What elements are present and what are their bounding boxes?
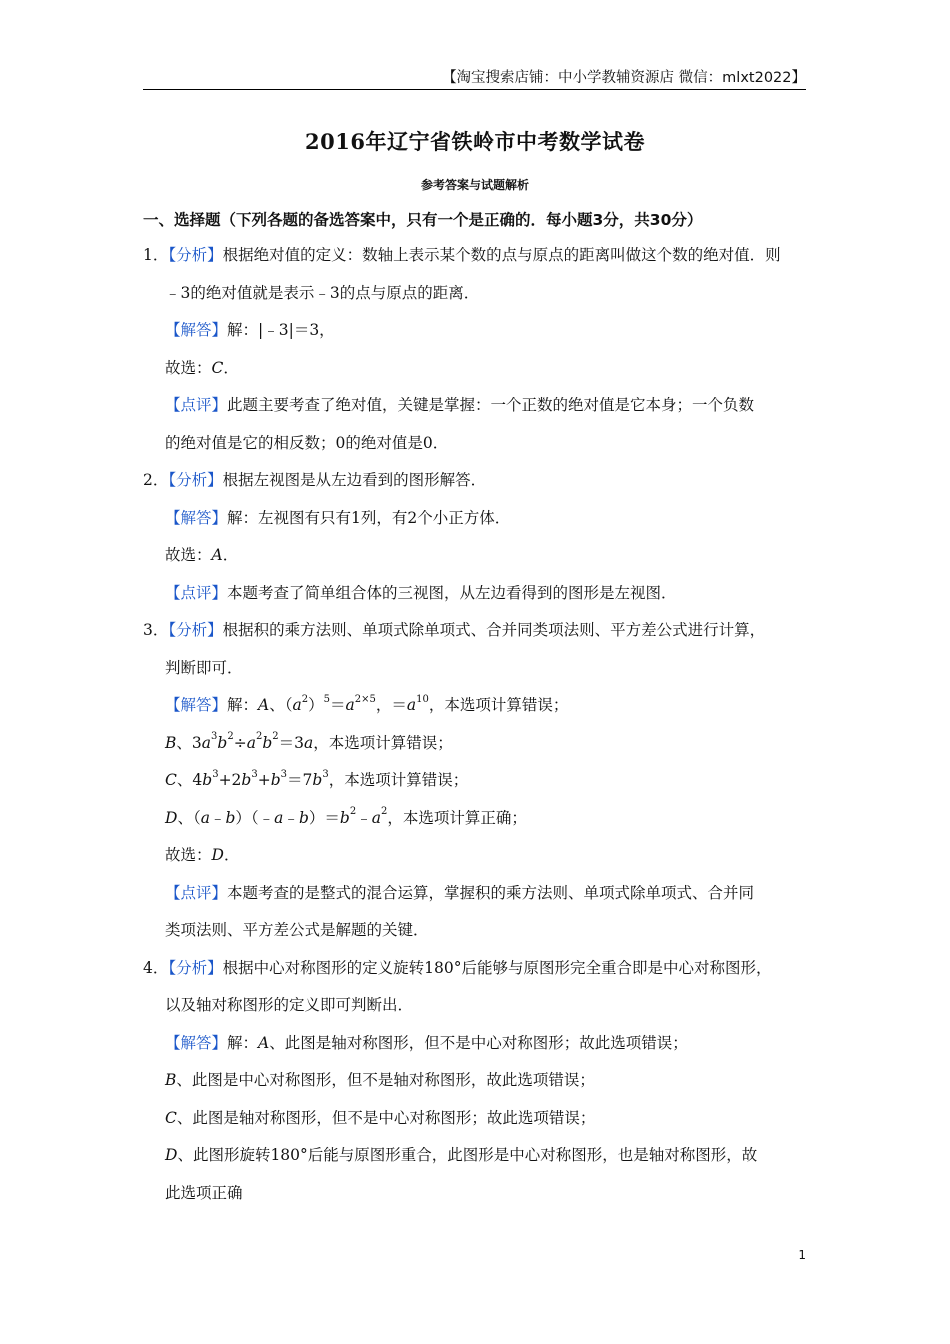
q3-formula-c: C、$4b^3+2b^3+b^3=7b^3$ — [165, 768, 329, 789]
q1-choice — [143, 350, 806, 388]
choice-prefix: 故选： — [165, 546, 212, 564]
option-letter-c: C — [165, 1108, 177, 1127]
question-number: 1． — [143, 246, 169, 264]
q2-comment — [143, 575, 806, 613]
q4-solution-d-line-2: 此选项正确 — [165, 1183, 243, 1202]
comment-tag: 【点评】 — [165, 396, 228, 414]
q3-solution-a — [143, 687, 806, 725]
analysis-tag: 【分析】 — [168, 471, 223, 489]
option-letter-b: B — [165, 1071, 177, 1089]
q3-analysis-text: 根据积的乘方法则、单项式除单项式、合并同类项法则、平方差公式进行计算， — [222, 621, 766, 639]
question-number: 4． — [143, 958, 169, 977]
answer-content — [143, 237, 806, 1212]
q3-analysis-line-2: 判断即可． — [165, 658, 243, 677]
choice-suffix: ． — [223, 846, 240, 864]
q1-analysis-line — [143, 237, 806, 275]
q3-solution-b — [143, 725, 806, 763]
q2-solution-text: 解：左视图有只有1列，有2个小正方体． — [227, 508, 511, 527]
q4-sol-a-prefix: 解：A — [227, 1033, 270, 1052]
q1-analysis-line-2: ﹣3的绝对值就是表示﹣3的点与原点的距离． — [165, 283, 480, 302]
solution-tag: 【解答】 — [165, 508, 228, 527]
comment-tag: 【点评】 — [165, 583, 228, 602]
q3-comment-line-2: 类项法则、平方差公式是解题的关键． — [165, 921, 429, 939]
q1-comment-line-2: 的绝对值是它的相反数；0的绝对值是0． — [165, 433, 449, 452]
choice-prefix: 故选： — [165, 846, 212, 864]
q4-solution-b — [143, 1062, 806, 1100]
question-number: 3． — [143, 621, 169, 639]
question-number: 2． — [143, 471, 169, 489]
q2-analysis-line — [143, 462, 806, 500]
q3-sol-c-tail: ，本选项计算错误； — [328, 771, 469, 789]
q3-solution-d — [143, 800, 806, 838]
q2-solution — [143, 500, 806, 538]
document-subtitle: 参考答案与试题解析 — [420, 178, 529, 192]
choice-letter: D — [211, 846, 224, 864]
q2-choice — [143, 537, 806, 575]
q4-analysis-line — [143, 950, 806, 988]
choice-suffix: ． — [222, 546, 239, 564]
q4-solution-d — [143, 1137, 806, 1175]
q2-analysis-text: 根据左视图是从左边看到的图形解答． — [222, 471, 487, 489]
q4-solution-c — [143, 1100, 806, 1138]
q3-comment — [143, 875, 806, 913]
page-header: 【淘宝搜索店铺：中小学教辅资源店 微信：mlxt2022】 — [442, 70, 806, 86]
q3-formula-d: D、$(a﹣b)(﹣a﹣b)=b^2﹣a^2$ — [165, 806, 388, 827]
q1-analysis-text: 根据绝对值的定义：数轴上表示某个数的点与原点的距离叫做这个数的绝对值．则 — [222, 246, 781, 264]
q3-sol-a-tail: ，本选项计算错误； — [428, 696, 569, 714]
q3-comment-text: 本题考查的是整式的混合运算，掌握积的乘方法则、单项式除单项式、合并同 — [227, 883, 755, 902]
choice-prefix: 故选： — [165, 358, 212, 377]
header-rule — [143, 89, 806, 90]
q1-solution-text: 解：|﹣3|＝3， — [227, 321, 335, 339]
analysis-tag: 【分析】 — [168, 958, 223, 977]
analysis-tag: 【分析】 — [168, 621, 223, 639]
choice-letter: A — [211, 546, 223, 564]
q3-analysis-line — [143, 612, 806, 650]
q4-solution-a — [143, 1025, 806, 1063]
document-title: 2016年辽宁省铁岭市中考数学试卷 — [305, 129, 645, 154]
q4-analysis-text: 根据中心对称图形的定义旋转180°后能够与原图形完全重合即是中心对称图形， — [222, 958, 772, 977]
q4-sol-a-text: 、此图是轴对称图形，但不是中心对称图形；故此选项错误； — [269, 1033, 688, 1052]
choice-letter: C — [211, 358, 224, 377]
comment-tag: 【点评】 — [165, 883, 228, 902]
solution-tag: 【解答】 — [165, 1033, 228, 1052]
q3-formula-b: B、$3a^3b^2\div a^2b^2=3a$ — [165, 731, 314, 752]
q3-solution-c — [143, 762, 806, 800]
q2-comment-text: 本题考查了简单组合体的三视图，从左边看得到的图形是左视图． — [227, 583, 677, 602]
q4-sol-c-text: 、此图是轴对称图形，但不是中心对称图形；故此选项错误； — [176, 1108, 596, 1127]
solution-tag: 【解答】 — [165, 321, 228, 339]
q1-comment-text: 此题主要考查了绝对值，关键是掌握：一个正数的绝对值是它本身；一个负数 — [227, 396, 755, 414]
q3-sol-d-tail: ，本选项计算正确； — [387, 808, 527, 827]
page-number: 1 — [798, 1248, 806, 1262]
q3-choice — [143, 837, 806, 875]
q3-formula-a: 解：A、$(a^2)^5=a^{2\times 5}$，$=a^{10}$ — [227, 693, 429, 714]
q3-sol-b-tail: ，本选项计算错误； — [313, 733, 453, 752]
q1-solution — [143, 312, 806, 350]
q4-sol-b-text: 、此图是中心对称图形，但不是轴对称图形，故此选项错误； — [176, 1071, 595, 1089]
option-letter-d: D — [165, 1146, 178, 1164]
q4-sol-d-text: 、此图形旋转180°后能与原图形重合，此图形是中心对称图形，也是轴对称图形，故 — [177, 1146, 758, 1164]
analysis-tag: 【分析】 — [168, 246, 223, 264]
q1-comment — [143, 387, 806, 425]
solution-tag: 【解答】 — [165, 696, 228, 714]
section-heading: 一、选择题（下列各题的备选答案中，只有一个是正确的．每小题3分，共30分） — [143, 211, 703, 229]
q4-analysis-line-2: 以及轴对称图形的定义即可判断出． — [165, 996, 414, 1014]
choice-suffix: ． — [223, 358, 239, 377]
